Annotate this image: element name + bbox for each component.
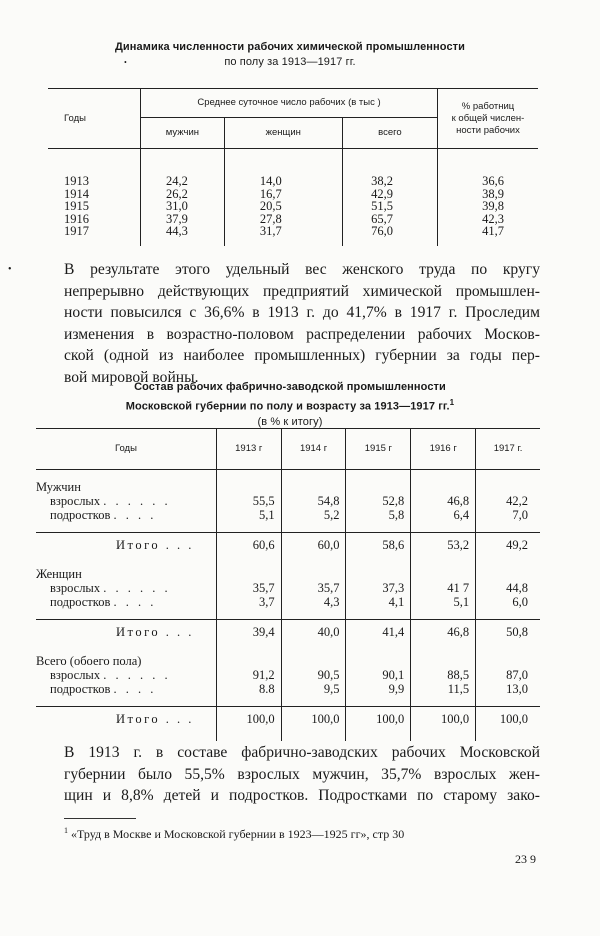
table1-total: 65,7: [342, 213, 437, 226]
text-line: непрерывно действующих предприятий химической промышлен-: [64, 282, 540, 300]
table1-total: 42,9: [342, 188, 437, 201]
table1-header-women: женщин: [224, 118, 342, 149]
table2-cell: 90,1: [346, 668, 411, 682]
table2-group-label: Мужчин: [36, 480, 216, 494]
table1-women: 14,0: [224, 175, 342, 188]
text-line: ности повысился с 36,6% в 1913 г. до 41,7% в 1917 г. Проследим: [64, 304, 540, 321]
table2-total-row: [36, 533, 540, 558]
table1-men: 37,9: [141, 213, 225, 226]
table2-cell: 5,8: [346, 508, 411, 522]
page-number: 23 9: [515, 852, 536, 866]
table2-header-1916: 1916 г: [411, 429, 476, 470]
table2-cell: 8.8: [216, 682, 281, 696]
table2-cell: 6,4: [411, 508, 476, 522]
table1-pct: 38,9: [482, 186, 504, 201]
table2-cell: 39,4: [216, 620, 281, 645]
table2-cell: 7,0: [512, 508, 528, 522]
table2-cell: 100,0: [411, 707, 476, 732]
table2-row: [36, 494, 540, 508]
table1-men: 24,2: [141, 175, 225, 188]
table1: [48, 88, 538, 246]
table1-total: 38,2: [342, 175, 437, 188]
table2-total-row: [36, 620, 540, 645]
table2-cell: 53,2: [411, 533, 476, 558]
table2-footmark: 1: [449, 398, 455, 407]
table2-cell: 100,0: [476, 707, 540, 732]
table1-header-men: мужчин: [141, 118, 225, 149]
table1-title-block: [40, 40, 540, 70]
table1-header-pct-line3: ности рабочих: [456, 124, 520, 136]
table2-row-label: [36, 620, 216, 645]
table1-men: 31,0: [141, 200, 225, 213]
table1-women: 31,7: [224, 225, 342, 238]
text-line: вой мировой войны.: [64, 368, 199, 386]
table2-total-row: [36, 707, 540, 732]
footnote-text: «Труд в Москве и Московской губернии в 1923—1925 гг», стр 30: [71, 827, 405, 841]
table2-group-label: Всего (обоего пола): [36, 654, 216, 668]
table2-cell: 58,6: [346, 533, 411, 558]
table2-cell: 9,5: [281, 682, 346, 696]
table2-row: [36, 682, 540, 696]
table1-women: 20,5: [224, 200, 342, 213]
table2-header-1917: 1917 г.: [476, 429, 540, 470]
table2-title-block: [40, 380, 540, 430]
table1-pct: 42,3: [482, 211, 504, 226]
table1-header-years: Годы: [48, 89, 141, 149]
table2-cell: 35,7: [216, 581, 281, 595]
table1-header-pct-line2: к общей числен-: [451, 112, 525, 124]
label-text: Итого: [116, 712, 161, 726]
table2-row-label: [36, 707, 216, 732]
table2-row-label: [36, 682, 216, 696]
table1-total: 51,5: [342, 200, 437, 213]
table2-cell: 90,5: [281, 668, 346, 682]
table2-header-years: Годы: [36, 429, 216, 470]
table2-cell: 87,0: [506, 668, 528, 682]
table2-cell: 41,4: [346, 620, 411, 645]
table2-cell: 35,7: [281, 581, 346, 595]
table2-cell: 4,1: [346, 595, 411, 609]
table2-cell: 6,0: [512, 595, 528, 609]
table2-group-women: [36, 567, 540, 581]
leader-dots: . . . . . .: [103, 668, 171, 682]
table1-title: Динамика численности рабочих химической промышленности: [114, 41, 466, 53]
table1-women: 16,7: [224, 188, 342, 201]
table2-title: Состав рабочих фабрично-заводской промышленности: [134, 381, 446, 393]
table2-group-label: Женщин: [36, 567, 216, 581]
leader-dots: . . . . . .: [103, 581, 171, 595]
footnote: [64, 826, 404, 842]
table2-cell: 88,5: [411, 668, 476, 682]
table2-cell: 46,8: [411, 620, 476, 645]
body-paragraph-2: [64, 742, 540, 807]
leader-dots: . . . . . .: [103, 494, 171, 508]
footnote-mark: 1: [64, 826, 68, 835]
table2-cell: 40,0: [281, 620, 346, 645]
table2-row-label: [36, 508, 216, 522]
table2-cell: 100,0: [346, 707, 411, 732]
table1-row: [48, 225, 538, 238]
table2-cell: 50,8: [476, 620, 540, 645]
leader-dots: . . . .: [113, 595, 157, 609]
table2-header-1914: 1914 г: [281, 429, 346, 470]
table2-row: [36, 508, 540, 522]
table1-row: [48, 188, 538, 201]
table2-cell: 60,0: [281, 533, 346, 558]
table2-cell: 37,3: [346, 581, 411, 595]
table2-cell: 41 7: [411, 581, 476, 595]
table2-group-men: [36, 480, 540, 494]
text-line: изменения в возрастно-половом распределении рабочих Москов-: [64, 325, 540, 343]
table2-cell: 55,5: [216, 494, 281, 508]
table1-year: 1916: [48, 213, 141, 226]
margin-speck: •: [8, 264, 12, 275]
leader-dots: . . .: [165, 538, 194, 552]
label-text: подростков: [50, 595, 111, 609]
table2-row-label: [36, 595, 216, 609]
leader-dots: . . .: [165, 625, 194, 639]
text-line: В 1913 г. в составе фабрично-заводских рабочих Московской: [64, 744, 540, 761]
label-text: Итого: [116, 625, 161, 639]
table2-row: [36, 595, 540, 609]
table2-cell: 100,0: [216, 707, 281, 732]
text-line: губернии было 55,5% взрослых мужчин, 35,7% взрослых жен-: [64, 765, 540, 783]
table1-pct: 36,6: [482, 174, 504, 188]
label-text: взрослых: [50, 581, 101, 595]
print-speck: •: [124, 58, 127, 67]
label-text: подростков: [50, 508, 111, 522]
table2-cell: 44,8: [506, 581, 528, 595]
table2-cell: 11,5: [411, 682, 476, 696]
table2-cell: 4,3: [281, 595, 346, 609]
table1-men: 26,2: [141, 188, 225, 201]
table2-row: [36, 581, 540, 595]
table2-row-label: [36, 533, 216, 558]
table2-title-line2: [40, 395, 540, 415]
table2-row-label: [36, 581, 216, 595]
table2-subtitle: (в % к итогу): [257, 415, 323, 428]
body-paragraph-1: [64, 259, 540, 388]
text-line: В результате этого удельный вес женского труда по кругу: [64, 261, 540, 278]
table2: [36, 428, 540, 741]
label-text: взрослых: [50, 494, 101, 508]
table2-cell: 5,1: [411, 595, 476, 609]
table1-row: [48, 213, 538, 226]
leader-dots: . . .: [165, 712, 194, 726]
footnote-rule: [64, 818, 136, 819]
table1-pct: 41,7: [482, 224, 504, 238]
table2-cell: 5,2: [281, 508, 346, 522]
table2-cell: 46,8: [411, 494, 476, 508]
leader-dots: . . . .: [113, 508, 157, 522]
table2-cell: 60,6: [216, 533, 281, 558]
table1-row: [48, 200, 538, 213]
table2-cell: 49,2: [476, 533, 540, 558]
table1-row: [48, 175, 538, 188]
table2-title2: Московской губернии по полу и возрасту за 1913—1917 гг.: [125, 400, 450, 413]
table1-header-pct: [438, 89, 539, 149]
table2-cell: 42,2: [506, 494, 528, 508]
table1-year: 1915: [48, 200, 141, 213]
table2-cell: 3,7: [216, 595, 281, 609]
table1-year: 1914: [48, 188, 141, 201]
table2-cell: 100,0: [281, 707, 346, 732]
table2-cell: 52,8: [346, 494, 411, 508]
label-text: Итого: [116, 538, 161, 552]
table1-subtitle: по полу за 1913—1917 гг.: [224, 56, 356, 68]
table2-row: [36, 668, 540, 682]
table1-total: 76,0: [342, 225, 437, 238]
table2-row-label: [36, 494, 216, 508]
text-line: ской (одной из наиболее промышленных) губернии за годы пер-: [64, 347, 540, 364]
table2-cell: 13,0: [506, 682, 528, 696]
table2-cell: 91,2: [216, 668, 281, 682]
table2-row-label: [36, 668, 216, 682]
text-line: щин и 8,8% детей и подростков. Подростками по старому зако-: [64, 787, 540, 804]
label-text: подростков: [50, 682, 111, 696]
table2-header-1915: 1915 г: [346, 429, 411, 470]
table1-header-pct-line1: % работниц: [461, 100, 515, 112]
table2-header-1913: 1913 г: [216, 429, 281, 470]
table2-cell: 5,1: [216, 508, 281, 522]
leader-dots: . . . .: [113, 682, 157, 696]
table1-header-total: всего: [342, 118, 437, 149]
label-text: взрослых: [50, 668, 101, 682]
table1-pct: 39,8: [482, 199, 504, 213]
table1-men: 44,3: [141, 225, 225, 238]
table2-group-all: [36, 654, 540, 668]
table1-year: 1913: [48, 175, 141, 188]
table1-women: 27,8: [224, 213, 342, 226]
table1-year: 1917: [48, 225, 141, 238]
table1-header-avg: Среднее суточное число рабочих (в тыс ): [141, 89, 438, 118]
table2-cell: 54,8: [281, 494, 346, 508]
table2-cell: 9,9: [346, 682, 411, 696]
